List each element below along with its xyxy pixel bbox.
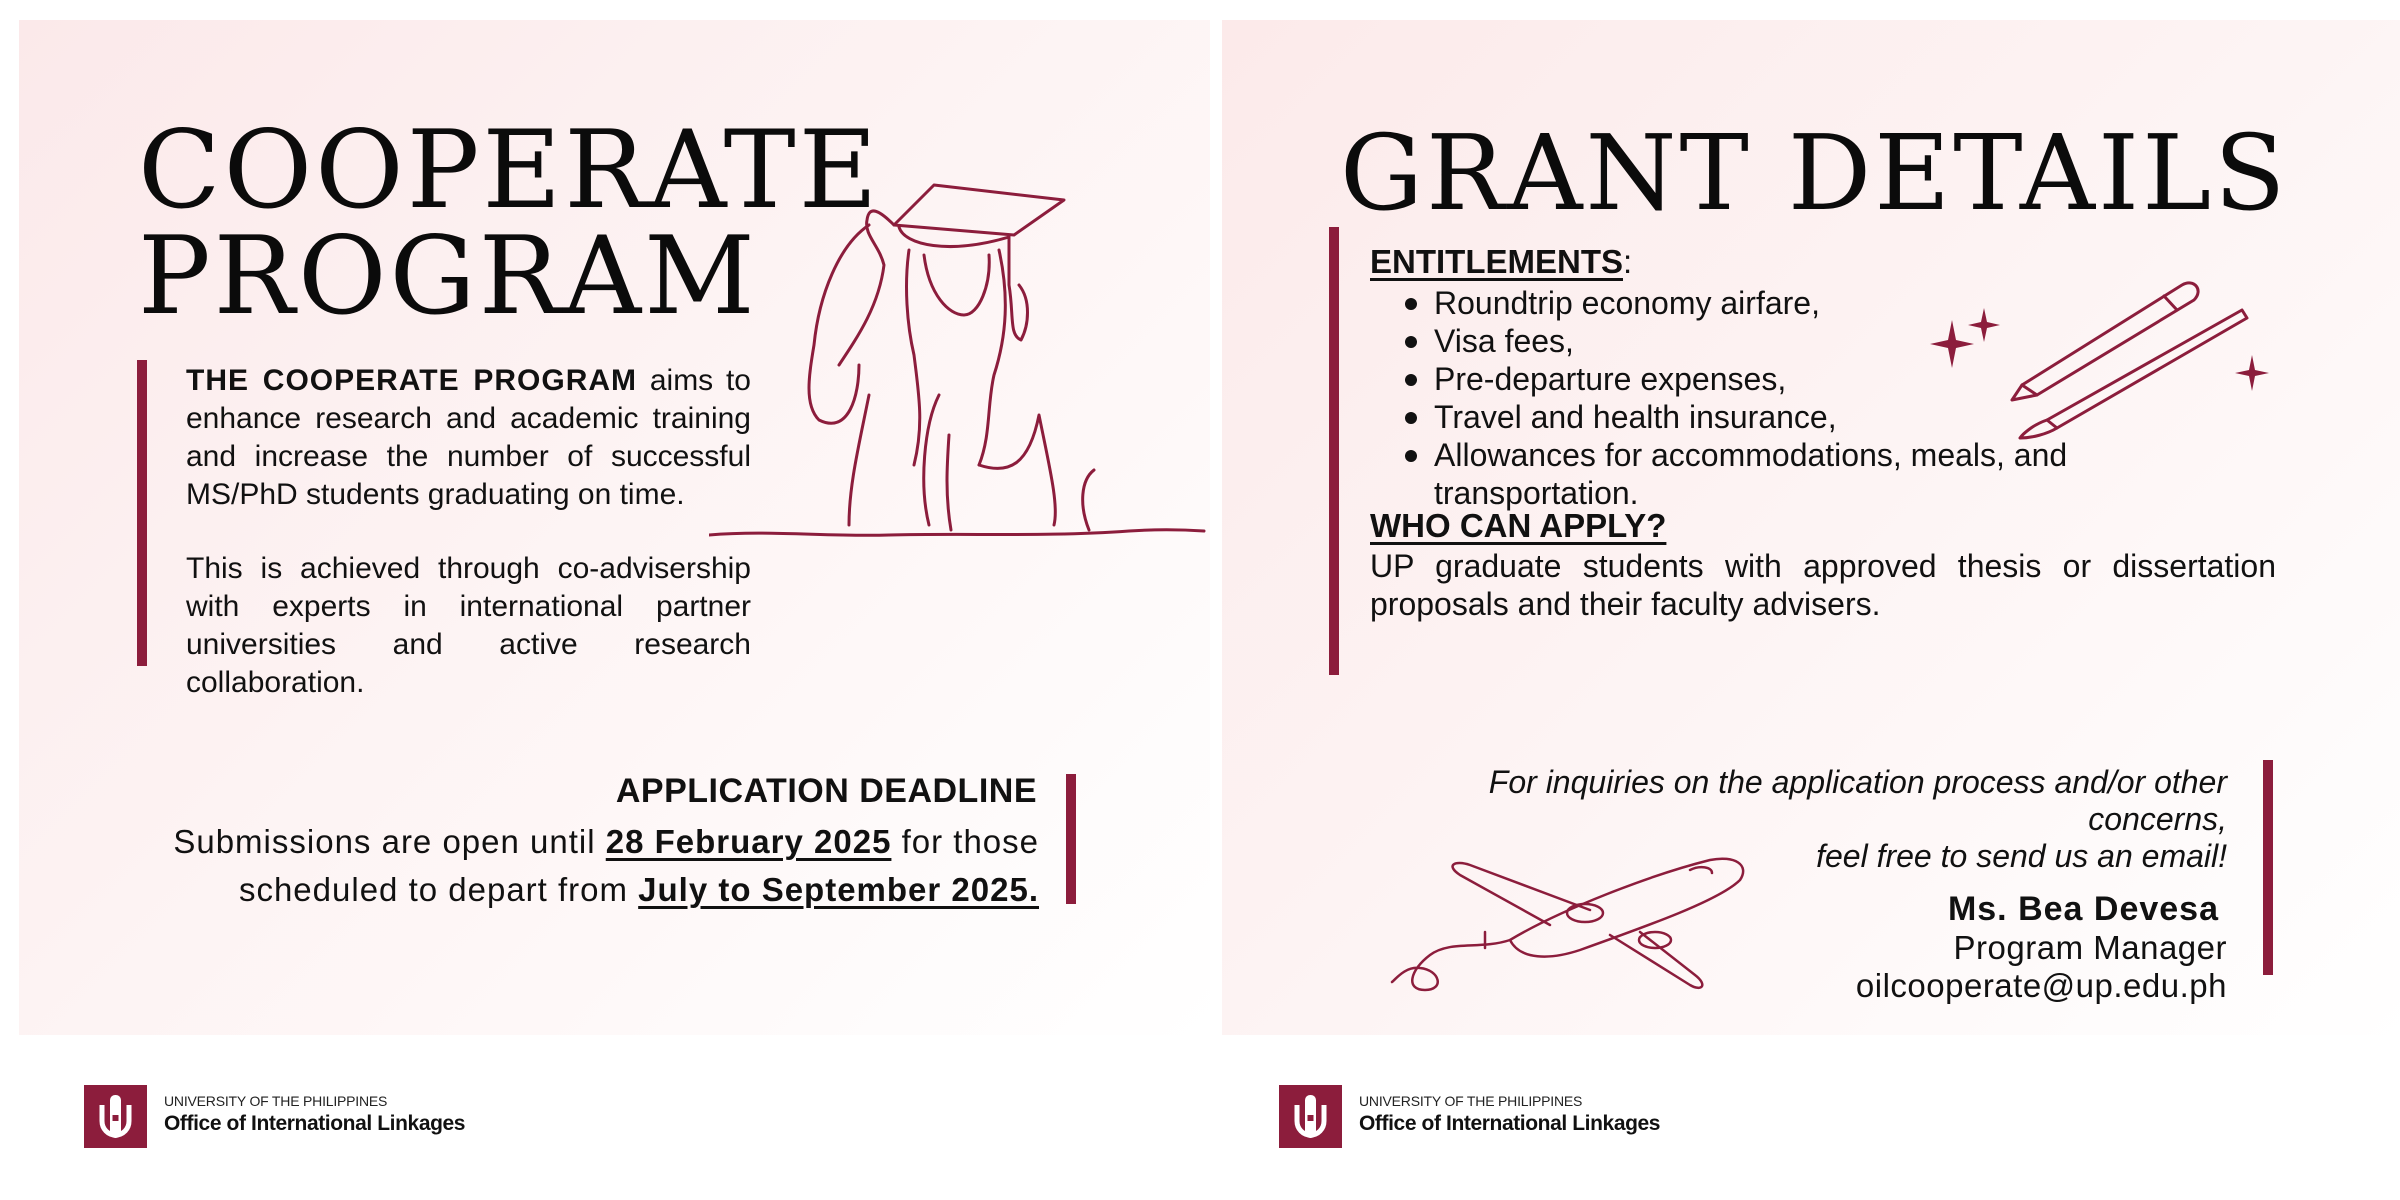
pen-brush-illustration <box>1902 260 2282 440</box>
footer-office: Office of International Linkages <box>164 1112 466 1135</box>
title-line-2: PROGRAM <box>138 214 758 339</box>
up-logo-icon <box>84 1085 147 1148</box>
deadline-details <box>159 818 1039 914</box>
title-line-1: COOPERATE <box>138 108 881 233</box>
intro-text: aims to enhance research and academic training and increase the number of successful MS/PhD students graduating on time. <box>186 364 751 511</box>
inquiry-line-1: For inquiries on the application process and/or other concerns, <box>1488 764 2227 837</box>
who-can-apply-text: UP graduate students with approved thesis or dissertation proposals and their faculty advisers. <box>1370 548 2276 622</box>
list-item: Visa fees, <box>1370 322 2270 360</box>
deadline-heading: APPLICATION DEADLINE <box>615 772 1037 810</box>
contact-role: Program Manager <box>1953 929 2227 966</box>
cooperate-program-panel <box>19 20 1210 1035</box>
deadline-accent-bar <box>1066 774 1076 904</box>
inquiry-line-2: feel free to send us an email! <box>1816 838 2227 874</box>
up-logo-mark-icon <box>84 1085 147 1148</box>
co-advisership-paragraph: This is achieved through co-advisership with experts in international partner universities and active research collaboration. <box>186 552 751 699</box>
departure-window: July to September 2025. <box>638 871 1039 908</box>
grant-title: GRANT DETAILS <box>1340 112 2289 234</box>
contact-accent-bar <box>2263 760 2273 975</box>
footer-right <box>1279 1085 1699 1149</box>
contact-name: Ms. Bea Devesa <box>1947 890 2219 928</box>
list-item: Pre-departure expenses, <box>1370 360 2270 398</box>
intro-bold-label: THE COOPERATE PROGRAM <box>186 364 638 397</box>
intro-paragraph <box>186 362 751 514</box>
deadline-mid: for those scheduled to depart from <box>238 823 1039 908</box>
list-item: Allowances for accommodations, meals, and transportation. <box>1370 436 2270 512</box>
footer-university: UNIVERSITY OF THE PHILIPPINES <box>164 1093 388 1109</box>
list-item: Travel and health insurance, <box>1370 398 2270 436</box>
deadline-date: 28 February 2025 <box>605 823 892 860</box>
up-logo-icon <box>1279 1085 1342 1148</box>
intro-accent-bar <box>137 360 147 666</box>
airplane-illustration <box>1390 840 1760 1000</box>
up-logo-mark-icon <box>1279 1085 1342 1148</box>
graduate-illustration <box>709 165 1209 555</box>
list-item: Roundtrip economy airfare, <box>1370 284 2270 322</box>
footer-left <box>84 1085 504 1149</box>
who-can-apply-heading: WHO CAN APPLY? <box>1370 507 1667 544</box>
sparkle-icon <box>1930 308 2269 391</box>
entitlements-heading: ENTITLEMENTS: <box>1370 243 1633 280</box>
entitlements-colon: : <box>1623 243 1633 280</box>
deadline-pre: Submissions are open until <box>173 823 606 860</box>
contact-email[interactable]: oilcooperate@up.edu.ph <box>1855 967 2227 1004</box>
footer-office: Office of International Linkages <box>1359 1112 1661 1135</box>
grant-details-panel <box>1222 20 2400 1035</box>
grant-accent-bar <box>1329 227 1339 675</box>
footer-university: UNIVERSITY OF THE PHILIPPINES <box>1359 1093 1583 1109</box>
